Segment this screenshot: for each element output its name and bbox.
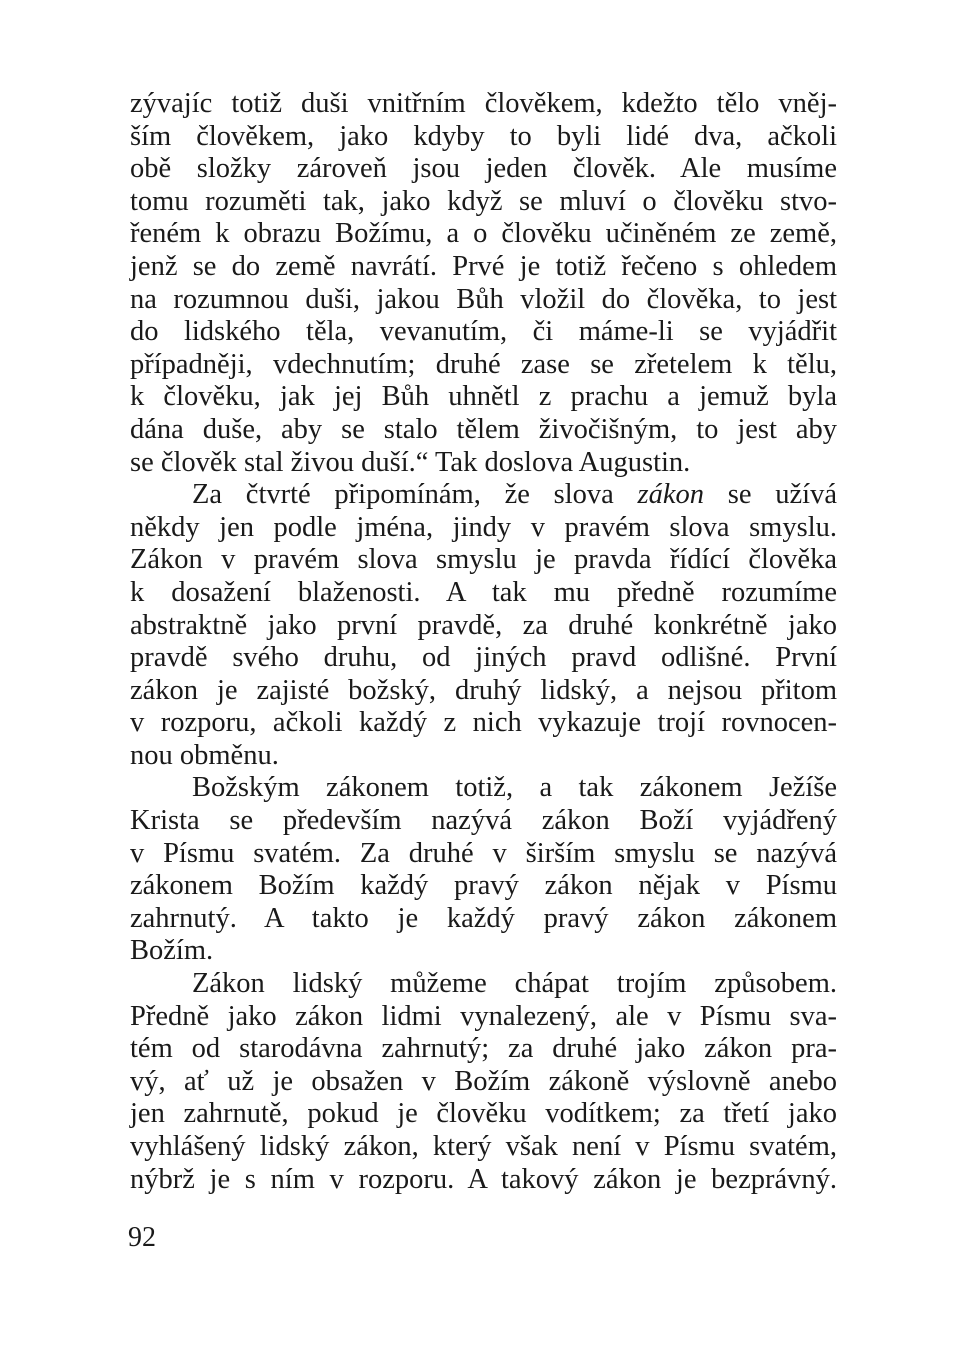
text-line: jenž se do země navrátí. Prvé je totiž řečeno s ohledem (130, 250, 837, 282)
text-line: někdy jen podle jména, jindy v pravém slova smyslu. (130, 511, 837, 543)
text-run: Za čtvrté připomínám, že slova (192, 479, 638, 511)
page-number: 92 (128, 1222, 156, 1253)
text-line: na rozumnou duši, jakou Bůh vložil do člověka, to jest (130, 283, 837, 315)
text-line: tém od starodávna zahrnutý; za druhé jako zákon pra- (130, 1033, 837, 1065)
text-line: nou obměnu. (130, 739, 279, 771)
text-line: v rozporu, ačkoli každý z nich vykazuje trojí rovnocen- (130, 707, 837, 739)
paragraph-first-line: Zákon lidský můžeme chápat trojím způsobem. (192, 968, 837, 1000)
text-line: Krista se především nazývá zákon Boží vyjádřený (130, 805, 837, 837)
paragraph-first-line: Božským zákonem totiž, a tak zákonem Ježíše (192, 772, 837, 804)
text-line: v Písmu svatém. Za druhé v širším smyslu se nazývá (130, 837, 837, 869)
text-line: jen zahrnutě, pokud je člověku vodítkem; za třetí jako (130, 1098, 837, 1130)
text-line: Předně jako zákon lidmi vynalezený, ale v Písmu sva- (130, 1000, 837, 1032)
emphasis-word: zákon (637, 479, 705, 511)
text-line: k dosažení blaženosti. A tak mu předně rozumíme (130, 576, 837, 608)
text-line: nýbrž je s ním v rozporu. A takový zákon je bezprávný. (130, 1163, 837, 1195)
text-line: dána duše, aby se stalo tělem živočišným, to jest aby (130, 413, 837, 445)
text-line: případněji, vdechnutím; druhé zase se zřetelem k tělu, (130, 348, 837, 380)
text-line: vyhlášený lidský zákon, který však není v Písmu svatém, (130, 1131, 837, 1162)
text-line: abstraktně jako první pravdě, za druhé konkrétně jako (130, 609, 837, 641)
text-line: Zákon v pravém slova smyslu je pravda řídící člověka (130, 544, 837, 576)
text-line: zývajíc totiž duši vnitřním člověkem, kdežto tělo vněj- (130, 88, 837, 119)
text-run: se užívá (704, 479, 837, 511)
text-line: Božím. (130, 935, 214, 967)
text-line: pravdě svého druhu, od jiných pravd odlišné. První (130, 642, 837, 674)
text-line: k člověku, jak jej Bůh uhnětl z prachu a jemuž byla (130, 381, 837, 413)
text-line: zákon je zajisté božský, druhý lidský, a nejsou přitom (130, 674, 837, 706)
text-line: ším člověkem, jako kdyby to byli lidé dva, ačkoli (130, 120, 837, 152)
text-line: zahrnutý. A takto je každý pravý zákon zákonem (130, 902, 837, 934)
text-line: řeném k obrazu Božímu, a o člověku učiněném ze země, (130, 218, 837, 250)
text-line: zákonem Božím každý pravý zákon nějak v Písmu (130, 870, 837, 902)
text-line: obě složky zároveň jsou jeden člověk. Ale musíme (130, 153, 837, 185)
text-line: do lidského těla, vevanutím, či máme-li se vyjádřit (130, 316, 837, 348)
paragraph-first-line (130, 479, 837, 512)
page-body (130, 88, 837, 1196)
text-line: vý, ať už je obsažen v Božím zákoně výslovně anebo (130, 1065, 837, 1097)
text-line: tomu rozuměti tak, jako když se mluví o člověku stvo- (130, 185, 837, 217)
text-line: se člověk stal živou duší.“ Tak doslova Augustin. (130, 446, 691, 478)
